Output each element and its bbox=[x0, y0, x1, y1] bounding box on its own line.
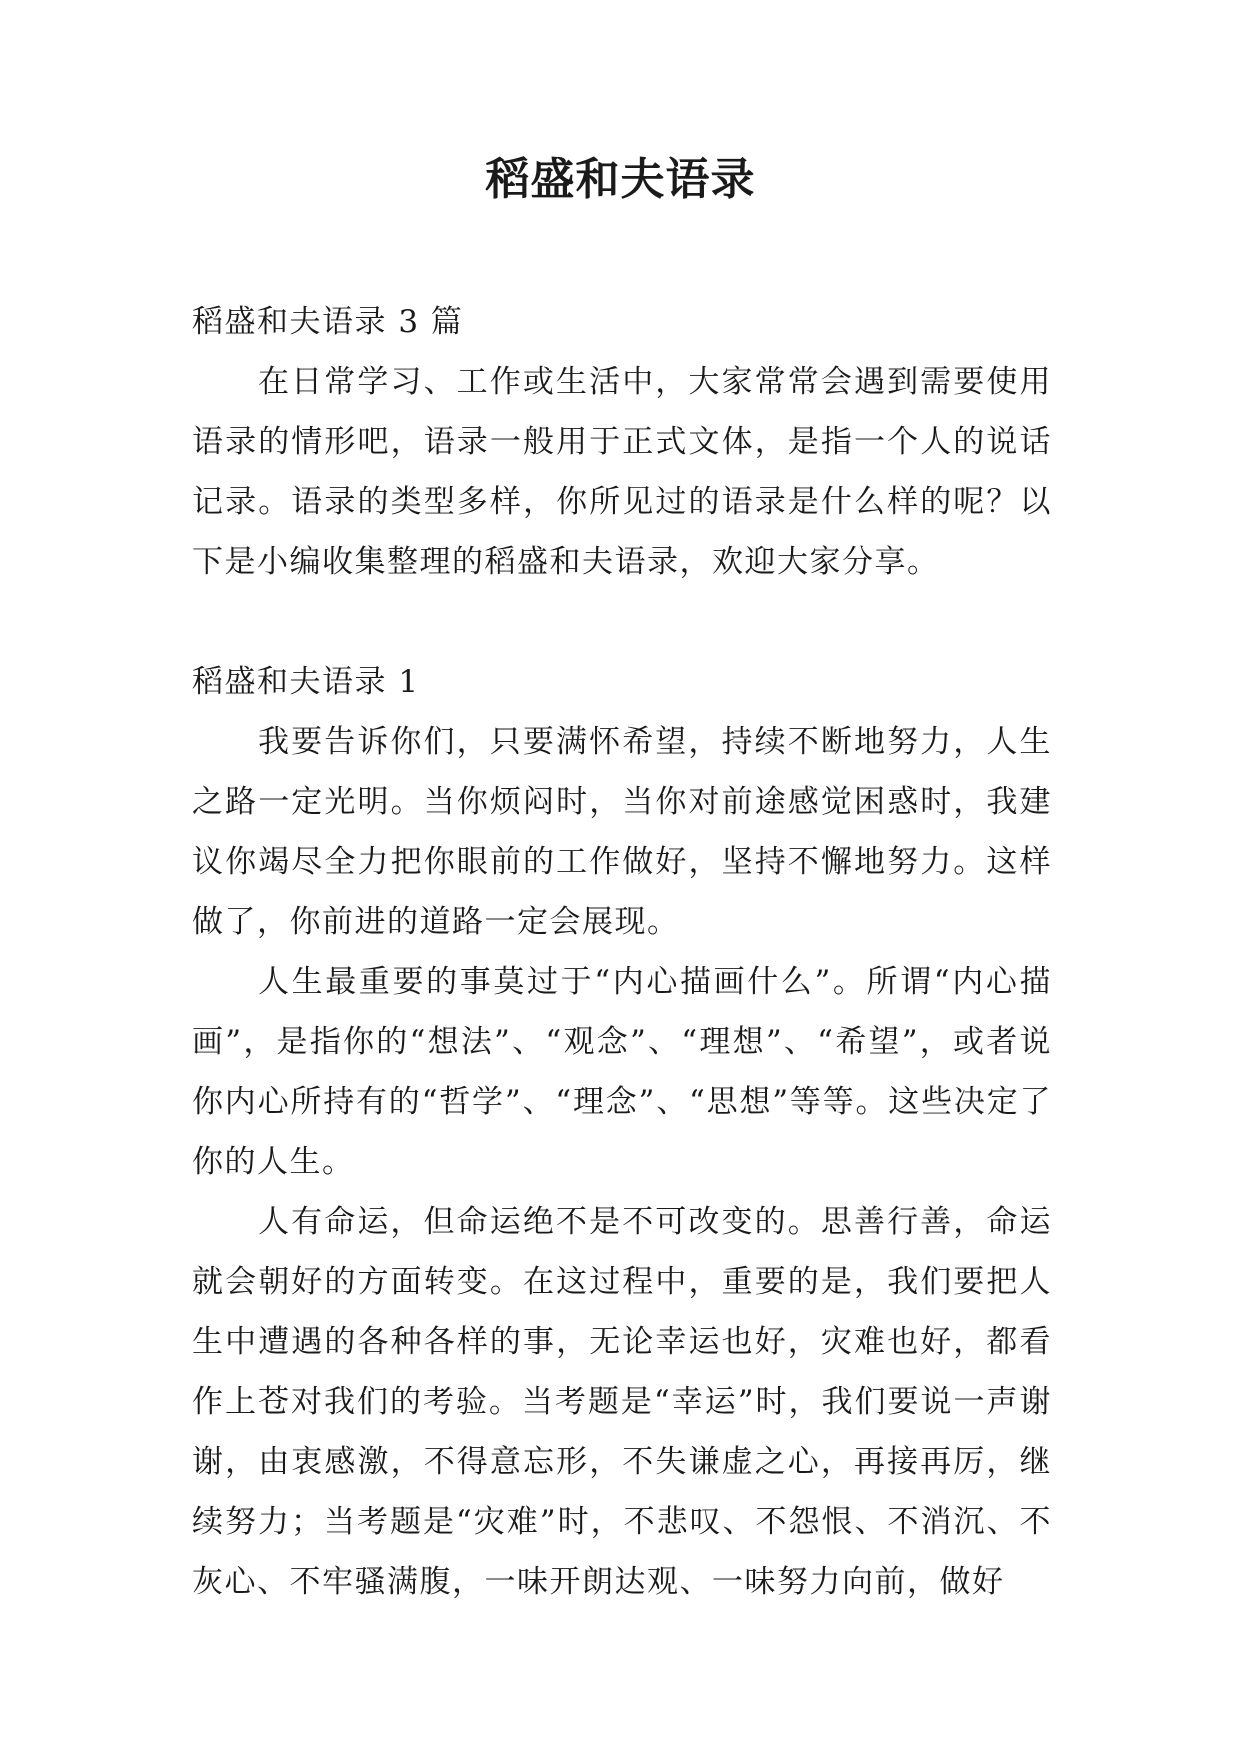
document-title: 稻盛和夫语录 bbox=[485, 154, 756, 205]
paragraph: 人生最重要的事莫过于“内心描画什么”。所谓“内心描画”，是指你的“想法”、“观念”、“理想”、“希望”，或者说你内心所持有的“哲学”、“理念”、“思想”等等。这些决定了你的人生。 bbox=[192, 964, 1052, 1180]
intro-paragraph: 在日常学习、工作或生活中，大家常常会遇到需要使用语录的情形吧，语录一般用于正式文体，是指一个人的说话记录。语录的类型多样，你所见过的语录是什么样的呢？以下是小编收集整理的稻盛和夫语录，欢迎大家分享。 bbox=[192, 364, 1052, 580]
intro-heading: 稻盛和夫语录 3 篇 bbox=[192, 304, 464, 340]
paragraph: 人有命运，但命运绝不是不可改变的。思善行善，命运就会朝好的方面转变。在这过程中，重要的是，我们要把人生中遭遇的各种各样的事，无论幸运也好，灾难也好，都看作上苍对我们的考验。当考题是“幸运”时，我们要说一声谢谢，由衷感激，不得意忘形，不失谦虚之心，再接再厉，继续努力；当考题是“灾难”时，不悲叹、不怨恨、不消沉、不灰心、不牢骚满腹，一味开朗达观、一味努力向前，做好 bbox=[192, 1204, 1052, 1600]
section-heading: 稻盛和夫语录 1 bbox=[192, 664, 420, 700]
paragraph: 我要告诉你们，只要满怀希望，持续不断地努力，人生之路一定光明。当你烦闷时，当你对前途感觉困惑时，我建议你竭尽全力把你眼前的工作做好，坚持不懈地努力。这样做了，你前进的道路一定会展现。 bbox=[192, 724, 1052, 940]
document-body bbox=[192, 292, 1052, 1612]
section-spacer bbox=[192, 592, 1052, 652]
